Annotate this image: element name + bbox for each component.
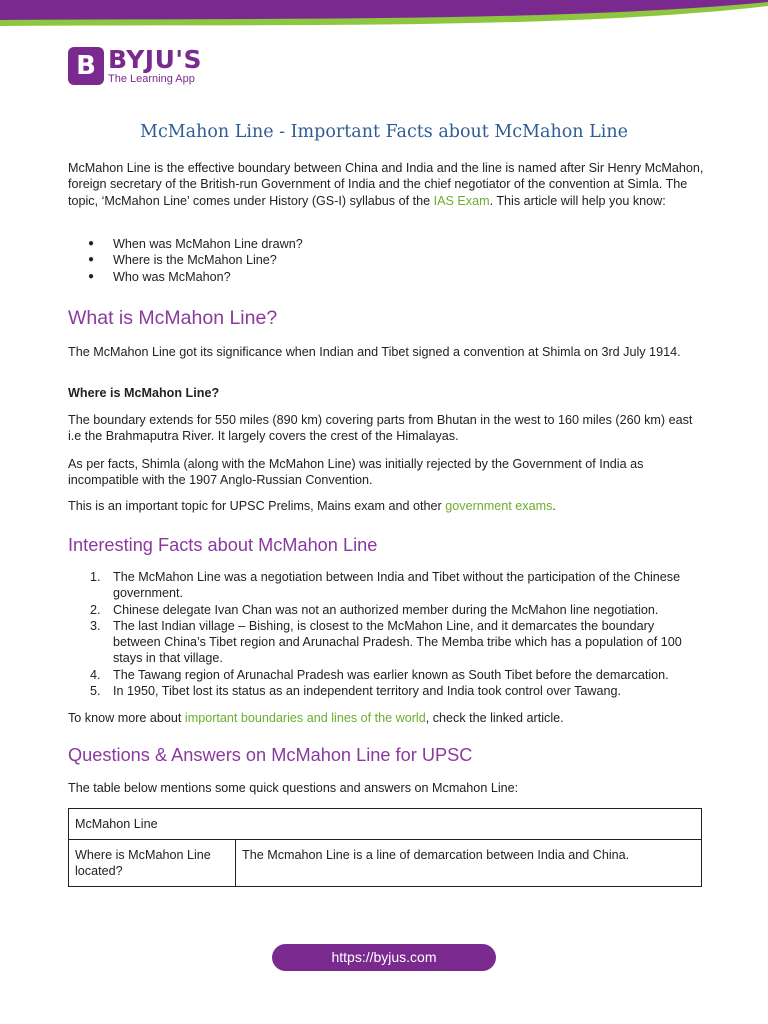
know-more-text: To know more about bbox=[68, 711, 185, 725]
facts-list bbox=[68, 569, 704, 699]
shimla-paragraph: As per facts, Shimla (along with the McMahon Line) was initially rejected by the Government of India as incompatible with the 1907 Anglo-Russian Convention. bbox=[68, 457, 644, 488]
logo-mark-icon: B bbox=[68, 47, 104, 85]
header-band bbox=[0, 0, 768, 30]
list-item: ● When was McMahon Line drawn? bbox=[68, 236, 303, 252]
upsc-text: This is an important topic for UPSC Prelims, Mains exam and other bbox=[68, 499, 446, 513]
section-heading-what-is: What is McMahon Line? bbox=[68, 307, 278, 329]
intro-paragraph bbox=[68, 160, 704, 209]
where-subheading: Where is McMahon Line? bbox=[68, 386, 220, 400]
list-item bbox=[68, 683, 704, 699]
boundary-paragraph: The boundary extends for 550 miles (890 km) covering parts from Bhutan in the west to 160 miles (260 km) east i.e the Brahmaputra River. It largely covers the crest of the Himalayas. bbox=[68, 413, 693, 444]
logo-tagline: The Learning App bbox=[108, 73, 195, 85]
section-heading-qa: Questions & Answers on McMahon Line for UPSC bbox=[68, 745, 473, 765]
government-exams-link[interactable]: government exams bbox=[445, 499, 553, 513]
qa-table bbox=[68, 808, 702, 887]
question-cell: Where is McMahon Line located? bbox=[69, 840, 236, 887]
upsc-paragraph bbox=[68, 498, 704, 514]
fact-number: 1. bbox=[90, 570, 101, 584]
intro-bullet-list bbox=[68, 236, 303, 285]
know-more-paragraph bbox=[68, 710, 704, 726]
intro-after: . This article will help you know: bbox=[489, 193, 666, 208]
fact-number: 5. bbox=[90, 684, 101, 699]
table-intro-paragraph: The table below mentions some quick questions and answers on Mcmahon Line: bbox=[68, 781, 519, 795]
fact-number: 2. bbox=[90, 602, 101, 617]
upsc-after: . bbox=[552, 499, 556, 513]
list-item: ● Who was McMahon? bbox=[68, 269, 303, 285]
logo-name: BYJU'S bbox=[108, 45, 203, 74]
list-item: ● Where is the McMahon Line? bbox=[68, 252, 303, 268]
fact-number: 3. bbox=[90, 618, 101, 633]
table-header-cell: McMahon Line bbox=[69, 809, 702, 840]
fact-number: 4. bbox=[90, 667, 101, 682]
fact-text: The McMahon Line was a negotiation between India and Tibet without the participation of the Chinese government. bbox=[113, 570, 681, 601]
list-item bbox=[68, 602, 704, 618]
list-item bbox=[68, 618, 704, 667]
section-heading-facts: Interesting Facts about McMahon Line bbox=[68, 535, 378, 555]
table-row bbox=[69, 840, 702, 887]
page-title: McMahon Line - Important Facts about McMahon Line bbox=[140, 122, 628, 142]
ias-exam-link[interactable]: IAS Exam bbox=[433, 193, 490, 208]
know-more-after: , check the linked article. bbox=[425, 711, 564, 725]
intro-text: McMahon Line is the effective boundary between China and India and the line is named after Sir Henry McMahon, foreign secretary of the British-run Government of India and the chief negotiator of the convention at Simla. The topic, ‘McMahon Line’ comes under History (GS-I) syllabus of the bbox=[68, 161, 704, 208]
fact-text: In 1950, Tibet lost its status as an independent territory and India took control over Tawang. bbox=[113, 684, 622, 699]
footer-url-link[interactable]: https://byjus.com bbox=[272, 944, 496, 971]
table-header-row bbox=[69, 809, 702, 840]
fact-text: The Tawang region of Arunachal Pradesh was earlier known as South Tibet before the demarcation. bbox=[113, 667, 669, 682]
list-item bbox=[68, 569, 704, 602]
fact-text: The last Indian village – Bishing, is closest to the McMahon Line, and it demarcates the boundary between China’s Tibet region and Arunachal Pradesh. The Memba tribe which has a population of 100 stays in that village. bbox=[113, 618, 682, 666]
significance-paragraph: The McMahon Line got its significance when Indian and Tibet signed a convention at Shimla on 3rd July 1914. bbox=[68, 345, 681, 359]
list-item bbox=[68, 667, 704, 683]
fact-text: Chinese delegate Ivan Chan was not an authorized member during the McMahon line negotiation. bbox=[113, 602, 659, 617]
answer-cell: The Mcmahon Line is a line of demarcation between India and China. bbox=[236, 840, 702, 887]
boundaries-link[interactable]: important boundaries and lines of the world bbox=[184, 711, 426, 725]
byjus-logo bbox=[68, 47, 202, 85]
